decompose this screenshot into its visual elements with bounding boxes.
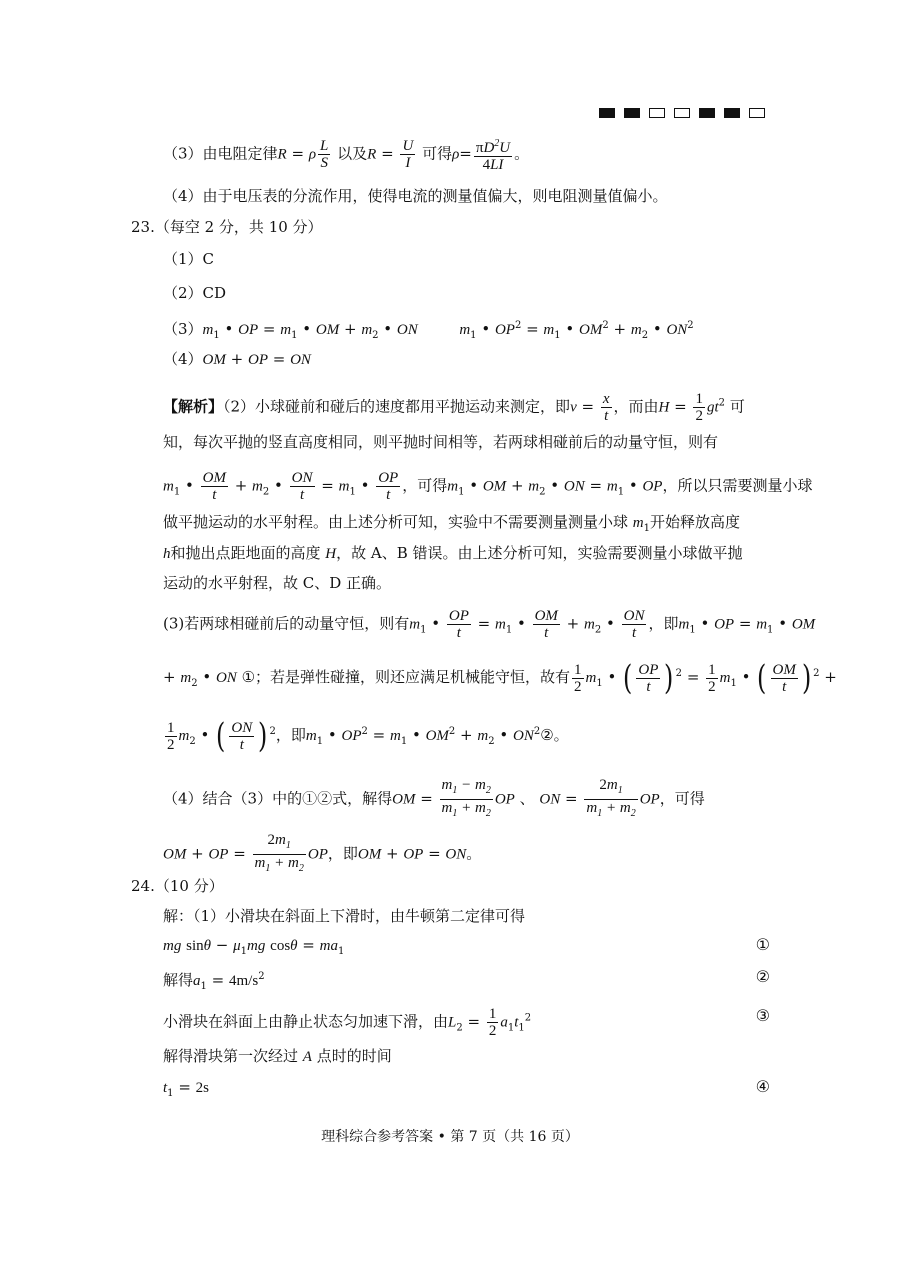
equation-mark-1: ① <box>755 935 770 954</box>
q24-line-1: 解：（1）小滑块在斜面上下滑时，由牛顿第二定律可得 <box>163 907 526 925</box>
equation-mark-4: ④ <box>755 1077 770 1096</box>
header-mark-filled <box>624 108 640 118</box>
analysis-line-4: 做平抛运动的水平射程。由上述分析可知，实验中不需要测量测量小球 $m_1$开始释放高度 <box>163 513 741 534</box>
analysis-line-2: 知，每次平抛的竖直高度相同，则平抛时间相等，若两球相碰前后的动量守恒，则有 <box>163 433 719 451</box>
analysis-part3-line-2: + $m_2$ • ON ①；若是弹性碰撞，则还应满足机械能守恒，故有 $\frac{1}{2}$ $m_1$ • ( $\frac{OP}{t}$ ) $^2$ = $\frac{1}{2}$ $m_1$ • ( $\frac{OM}{t}$ ) $^2$ + <box>163 658 837 698</box>
equation-mark-2: ② <box>755 967 770 986</box>
q24-title: 24.（10 分） <box>131 877 224 895</box>
q24-equation-4: $t_1 = 2s$ <box>163 1078 209 1099</box>
analysis-part3-line-3: $\frac{1}{2}$ $m_2$ • ( $\frac{ON}{t}$ ) $^2$，即$m_1$ • $OP^2 = m_1$ • $OM^2 + m_2$ • $ON^2②$。 <box>167 716 569 756</box>
q22-part4: （4）由于电压表的分流作用，使得电流的测量值偏大，则电阻测量值偏小。 <box>163 187 668 205</box>
analysis-line-5: h和抛出点距地面的高度 H，故 A、B 错误。由上述分析可知，实验需要测量小球做平抛 <box>163 544 743 562</box>
header-mark-empty <box>749 108 765 118</box>
q23-answer-4: （4）OM + OP = ON <box>163 350 311 368</box>
q23-answer-1: （1）C <box>163 250 215 268</box>
header-mark-empty <box>649 108 665 118</box>
analysis-line-6: 运动的水平射程，故 C、D 正确。 <box>163 574 392 592</box>
equation-mark-3: ③ <box>755 1006 770 1025</box>
header-mark-filled <box>699 108 715 118</box>
q23-title: 23.（每空 2 分，共 10 分） <box>131 218 323 236</box>
page-footer: 理科综合参考答案 • 第 7 页（共 16 页） <box>321 1129 579 1145</box>
analysis-part3-line-1: (3)若两球相碰前后的动量守恒，则有$m_1$ • $\frac{OP}{t}$ = $m_1$ • $\frac{OM}{t}$ + $m_2$ • $\frac{ON}{t}$ ，即$m_1$ • OP = $m_1$ • OM <box>163 608 816 641</box>
header-marks <box>599 103 774 115</box>
analysis-part4-line-2: OM + OP = $\frac{2m_1}{m_1 + m_2}$ OP，即OM + OP = ON。 <box>163 832 482 874</box>
q24-equation-2: 解得$a_1 = 4m/s^2$ <box>163 971 265 992</box>
q22-part3: （3）由电阻定律R = ρ $\frac{L}{S}$ 以及R = $\frac{U}{I}$ 可得ρ= $\frac{\pi D^2U}{4LI}$ 。 <box>163 138 530 173</box>
analysis-line-3: $m_1$ • $\frac{OM}{t}$ + $m_2$ • $\frac{ON}{t}$ = $m_1$ • $\frac{OP}{t}$ ，可得$m_1$ • OM + $m_2$ • ON = $m_1$ • OP，所以只需要测量小球 <box>163 470 813 503</box>
analysis-part4-line-1: （4）结合（3）中的①②式，解得OM = $\frac{m_1 - m_2}{m_1 + m_2}$ OP 、 ON = $\frac{2m_1}{m_1 + m_2}$ OP，可得 <box>163 777 705 819</box>
header-mark-empty <box>674 108 690 118</box>
header-mark-filled <box>599 108 615 118</box>
q24-equation-1: mg $\sin\theta - \mu_1mg$ $\cos\theta = ma_1$ <box>163 936 345 957</box>
q24-equation-3: 小滑块在斜面上由静止状态匀加速下滑，由$L_2$ = $\frac{1}{2}$ $a_1t_1^2$ <box>163 1006 532 1039</box>
q24-line-5: 解得滑块第一次经过 A 点时的时间 <box>163 1047 392 1065</box>
header-mark-filled <box>724 108 740 118</box>
q23-answer-2: （2）CD <box>163 284 227 302</box>
analysis-line-1: 【解析】（2）小球碰前和碰后的速度都用平抛运动来测定，即v = $\frac{x}{t}$ ，而由H = $\frac{1}{2}$ $gt^2$ 可 <box>163 391 745 424</box>
q23-answer-3: $(3)m_1$ • OP = $m_1$ • OM + $m_2$ • ON $m_1$ • $OP^2 = m_1$ • $OM^2 + m_2$ • $ON^2$ <box>163 320 694 341</box>
